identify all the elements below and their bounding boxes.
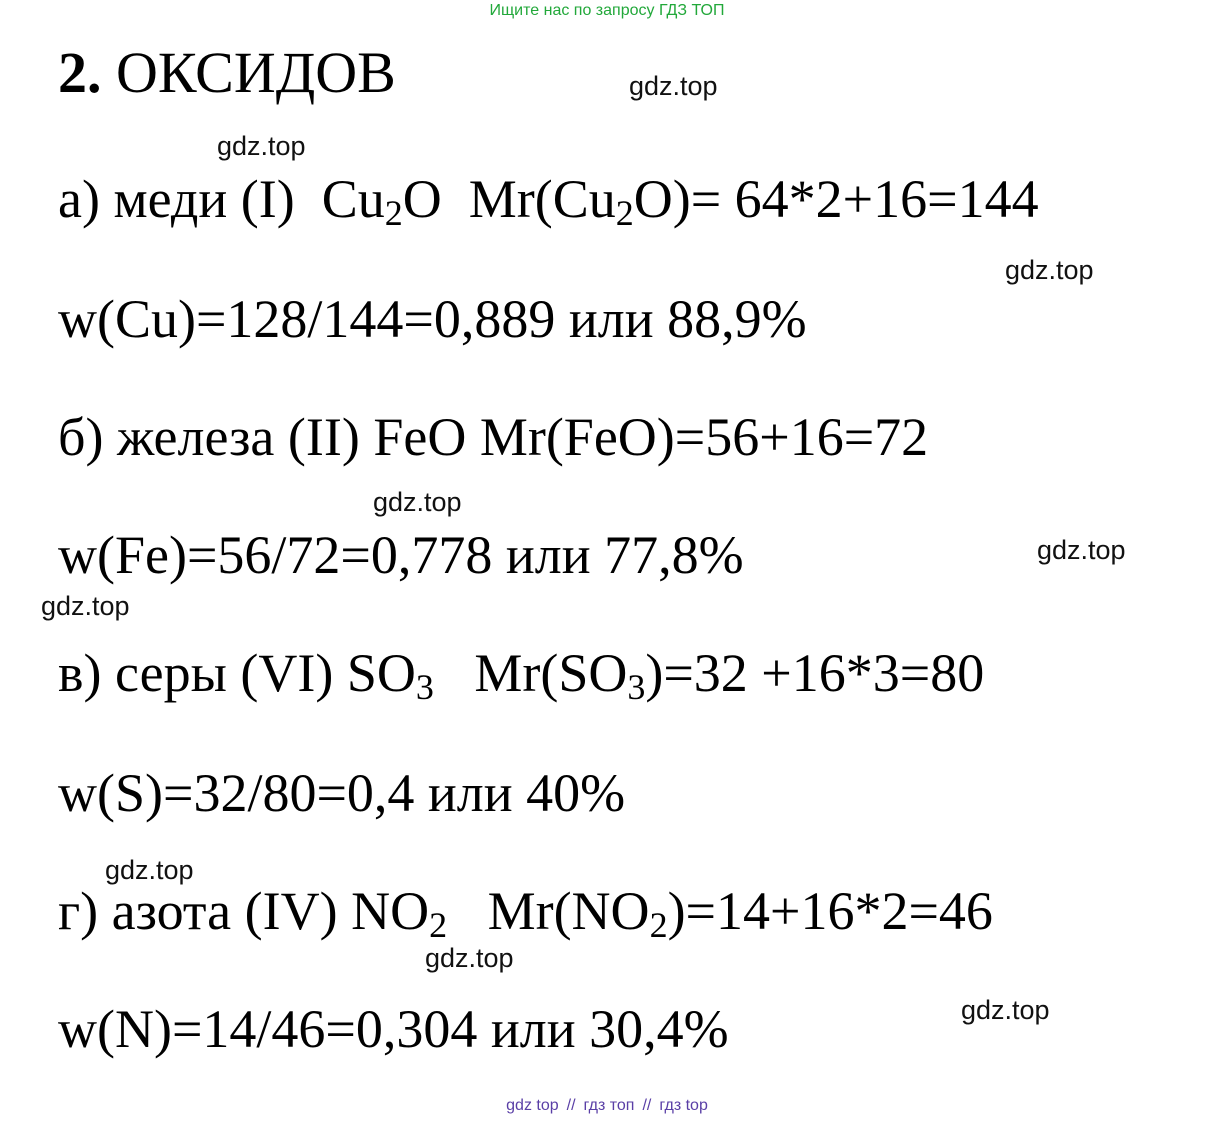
footer-link-gdz-top-mixed[interactable]: гдз top xyxy=(659,1097,708,1114)
watermark-text: gdz.top xyxy=(41,591,130,621)
section-heading xyxy=(58,40,396,105)
watermark-text: gdz.top xyxy=(961,995,1050,1025)
mass-fraction-copper: w(Cu)=128/144=0,889 или 88,9% xyxy=(58,289,807,349)
mass-fraction-nitrogen: w(N)=14/46=0,304 или 30,4% xyxy=(58,999,729,1059)
mass-fraction-iron: w(Fe)=56/72=0,778 или 77,8% xyxy=(58,525,744,585)
watermark-text: gdz.top xyxy=(217,131,306,161)
formula-line-iron: б) железа (II) FeO Mr(FeO)=56+16=72 xyxy=(58,407,929,467)
watermark-text: gdz.top xyxy=(105,855,194,885)
footer-links xyxy=(0,1097,1214,1115)
top-banner-text[interactable]: Ищите нас по запросу ГДЗ ТОП xyxy=(489,2,725,19)
watermark-text: gdz.top xyxy=(1037,535,1126,565)
footer-link-gdz-top[interactable]: gdz top xyxy=(506,1097,559,1114)
watermark-text: gdz.top xyxy=(629,71,718,101)
mass-fraction-sulfur: w(S)=32/80=0,4 или 40% xyxy=(58,763,626,823)
heading-title: ОКСИДОВ xyxy=(116,40,396,105)
formula-line-copper: а) меди (I) $Cu_2O$ $Mr(Cu_2O)= 64*2+16=144$ xyxy=(58,169,1039,233)
footer-link-gdz-top-ru[interactable]: гдз топ xyxy=(583,1097,635,1114)
formula-line-nitrogen: г) азота (IV) $NO_2$ $Mr(NO_2)=14+16*2=46$ xyxy=(58,881,993,945)
footer-separator: // xyxy=(566,1097,576,1114)
formula-line-sulfur: в) серы (VI) $SO_3$ $Mr(SO_3)=32 +16*3=80$ xyxy=(58,643,985,707)
footer-separator: // xyxy=(642,1097,652,1114)
watermark-text: gdz.top xyxy=(1005,255,1094,285)
heading-number: 2. xyxy=(58,40,102,105)
watermark-text: gdz.top xyxy=(373,487,462,517)
watermark-text: gdz.top xyxy=(425,943,514,973)
